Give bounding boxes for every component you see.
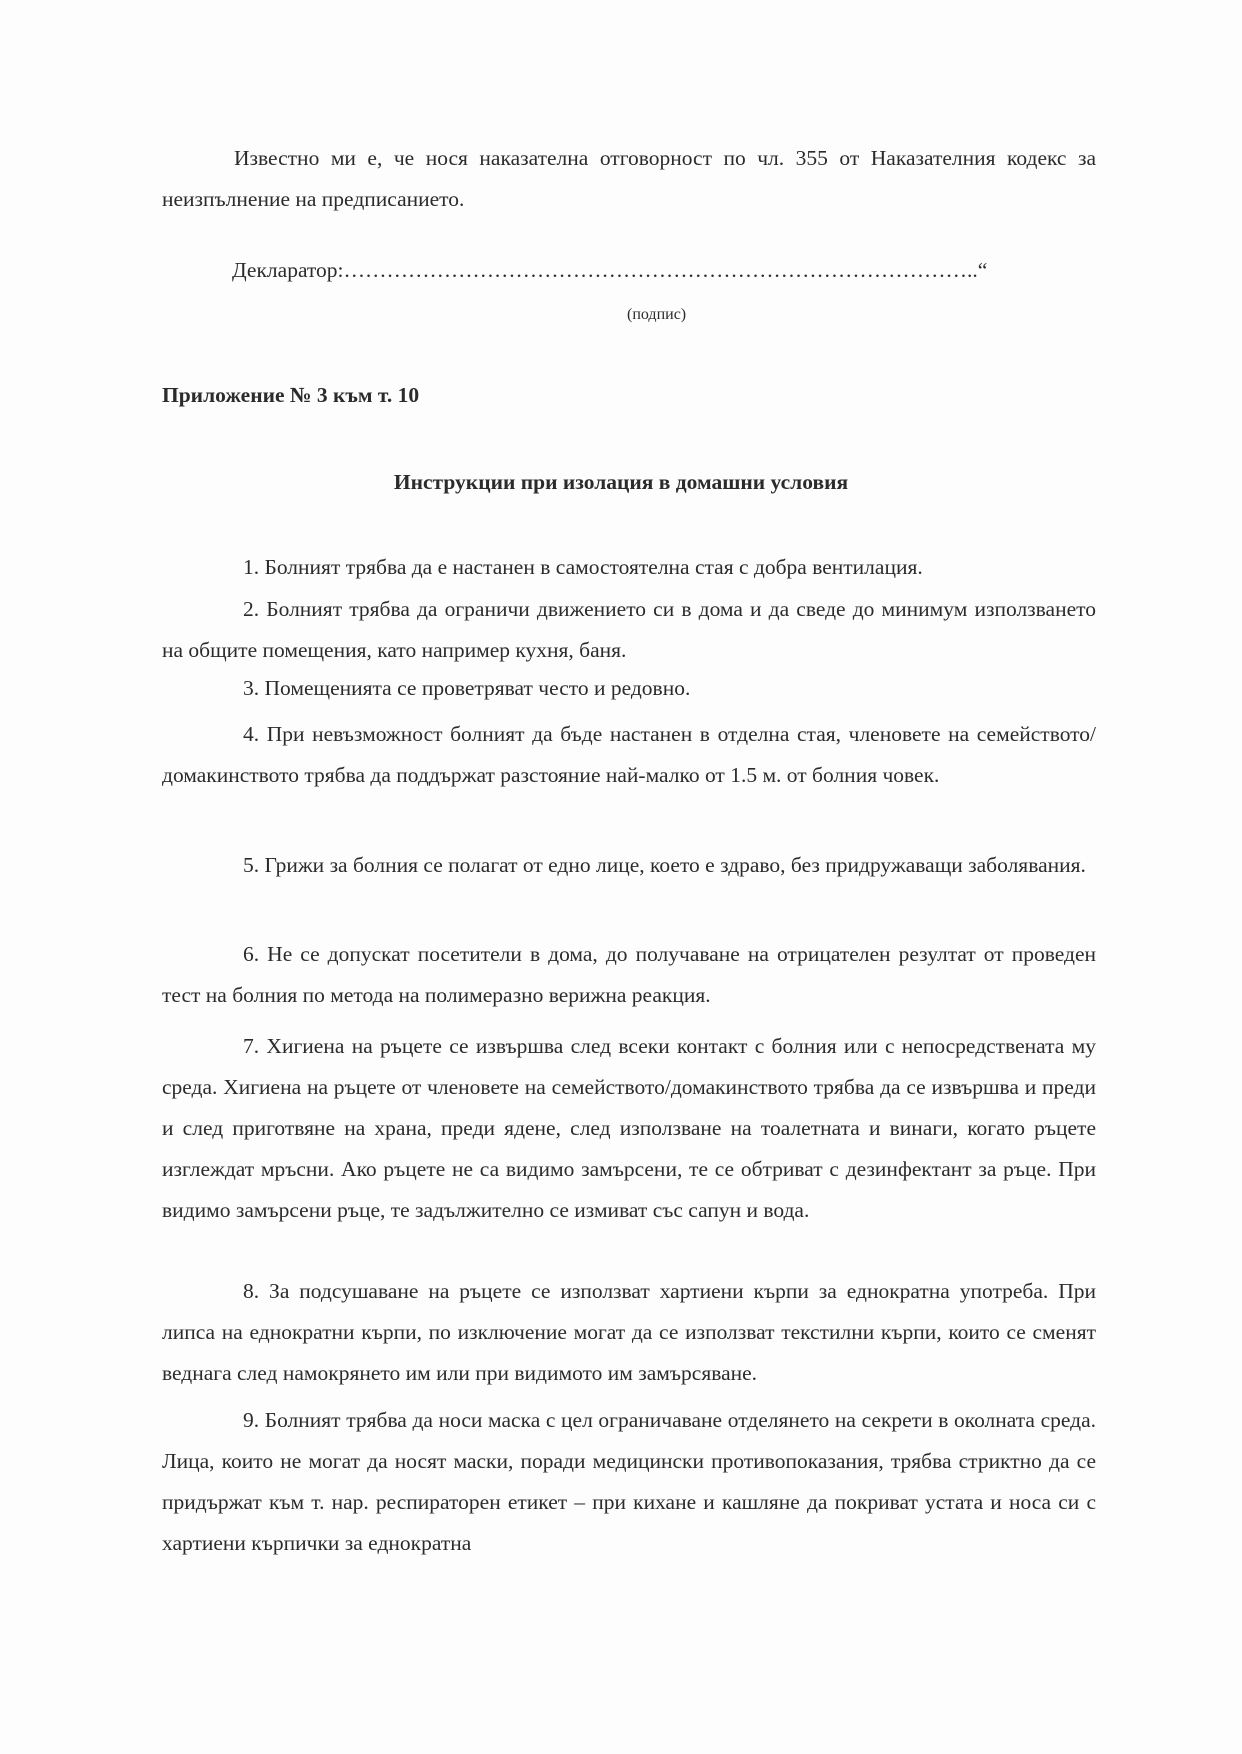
instruction-item-2: 2. Болният трябва да ограничи движението си в дома и да сведе до минимум използването на общите помещения, като например кухня, баня.: [162, 597, 1096, 662]
declarator-line: Декларатор:……………………………………………………………………………..“: [232, 258, 988, 282]
instruction-item-1: 1. Болният трябва да е настанен в самостоятелна стая с добра вентилация.: [243, 555, 923, 579]
instruction-item-8: 8. За подсушаване на ръцете се използват хартиени кърпи за еднократна употреба. При липса на еднократни кърпи, по изключение могат да се използват текстилни кърпи, които се сменят веднага след намокрянето им или при видимото им замърсяване.: [162, 1279, 1096, 1385]
signature-label: (подпис): [627, 306, 687, 323]
intro-paragraph: Известно ми е, че нося наказателна отговорност по чл. 355 от Наказателния кодекс за неизпълнение на предписанието.: [162, 146, 1096, 211]
annex-title: Приложение № 3 към т. 10: [162, 383, 420, 407]
instruction-item-9: 9. Болният трябва да носи маска с цел ограничаване отделянето на секрети в околната среда. Лица, които не могат да носят маски, поради медицински противопоказания, трябва стриктно да се придържат към т. нар. респираторен етикет – при кихане и кашляне да покриват устата и носа си с хартиени кърпички за еднократна: [162, 1408, 1096, 1555]
instruction-item-6: 6. Не се допускат посетители в дома, до получаване на отрицателен резултат от проведен тест на болния по метода на полимеразно верижна реакция.: [162, 942, 1096, 1007]
instruction-item-5: 5. Грижи за болния се полагат от едно лице, което е здраво, без придружаващи заболявания.: [243, 853, 1086, 877]
instruction-item-7: 7. Хигиена на ръцете се извършва след всеки контакт с болния или с непосредствената му среда. Хигиена на ръцете от членовете на семейството/домакинството трябва да се извършва и преди и след приготвяне на храна, преди ядене, след използване на тоалетната и винаги, когато ръцете изглеждат мръсни. Ако ръцете не са видимо замърсени, те се обтриват с дезинфектант за ръце. При видимо замърсени ръце, те задължително се измиват със сапун и вода.: [162, 1034, 1096, 1222]
section-heading: Инструкции при изолация в домашни условия: [393, 470, 849, 494]
instruction-item-3: 3. Помещенията се проветряват често и редовно.: [243, 676, 691, 700]
instruction-item-4: 4. При невъзможност болният да бъде настанен в отделна стая, членовете на семейството/домакинството трябва да поддържат разстояние най-малко от 1.5 м. от болния човек.: [162, 722, 1096, 787]
